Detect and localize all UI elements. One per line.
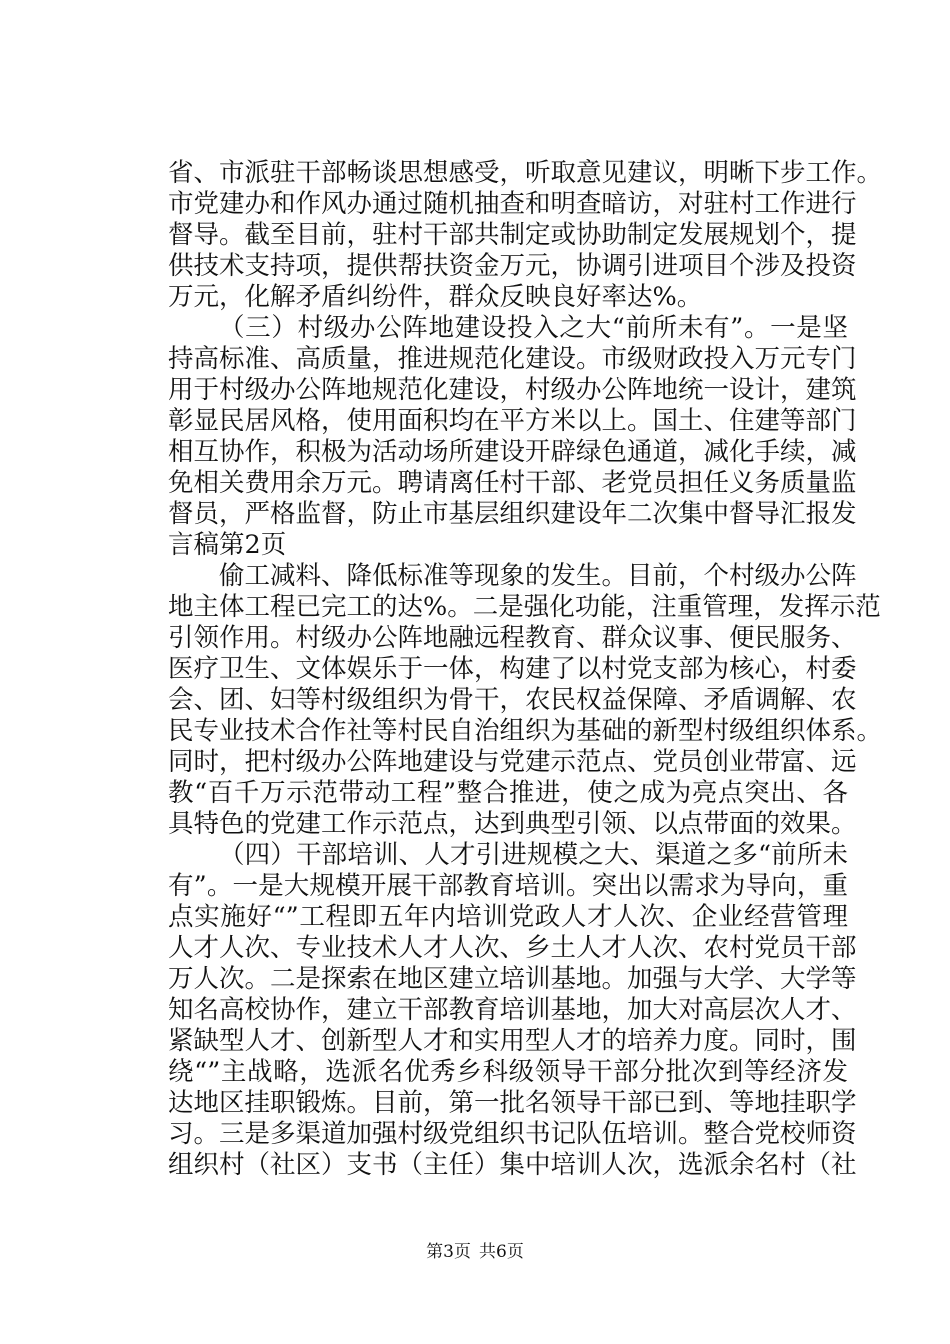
text-line: 万元，化解矛盾纠纷件，群众反映良好率达%。 xyxy=(168,282,703,312)
text-line: 人才人次、专业技术人才人次、乡土人才人次、农村党员干部 xyxy=(168,933,857,963)
page-footer xyxy=(0,1240,950,1264)
document-body xyxy=(168,158,883,1181)
text-line: 供技术支持项，提供帮扶资金万元，协调引进项目个涉及投资 xyxy=(168,251,857,281)
text-line: 免相关费用余万元。聘请离任村干部、老党员担任义务质量监 xyxy=(168,468,857,498)
text-line: 省、市派驻干部畅谈思想感受，听取意见建议，明晰下步工作。 xyxy=(168,158,883,188)
text-line: 督员，严格监督，防止市基层组织建设年二次集中督导汇报发 xyxy=(168,499,857,529)
text-line: 教“百千万示范带动工程”整合推进，使之成为亮点突出、各 xyxy=(168,778,848,808)
text-line: 持高标准、高质量，推进规范化建设。市级财政投入万元专门 xyxy=(168,344,857,374)
text-line: 有”。一是大规模开展干部教育培训。突出以需求为导向，重 xyxy=(168,871,848,901)
text-line: 紧缺型人才、创新型人才和实用型人才的培养力度。同时，围 xyxy=(168,1026,857,1056)
text-line: 达地区挂职锻炼。目前，第一批名领导干部已到、等地挂职学 xyxy=(168,1088,857,1118)
text-line: （三）村级办公阵地建设投入之大“前所未有”。一是坚 xyxy=(219,313,848,343)
page-number: 第3页 xyxy=(426,1242,471,1262)
text-line: 知名高校协作，建立干部教育培训基地，加大对高层次人才、 xyxy=(168,995,857,1025)
text-line: 民专业技术合作社等村民自治组织为基础的新型村级组织体系。 xyxy=(168,716,883,746)
text-line: 同时，把村级办公阵地建设与党建示范点、党员创业带富、远 xyxy=(168,747,857,777)
page-total: 共6页 xyxy=(479,1242,524,1262)
text-line: 相互协作，积极为活动场所建设开辟绿色通道，减化手续，减 xyxy=(168,437,857,467)
text-line: 言稿第2页 xyxy=(168,530,287,560)
text-line: 万人次。二是探索在地区建立培训基地。加强与大学、大学等 xyxy=(168,964,857,994)
text-line: 引领作用。村级办公阵地融远程教育、群众议事、便民服务、 xyxy=(168,623,857,653)
text-line: 习。三是多渠道加强村级党组织书记队伍培训。整合党校师资 xyxy=(168,1119,857,1149)
text-line: 组织村（社区）支书（主任）集中培训人次，选派余名村（社 xyxy=(168,1150,857,1180)
text-line: 彰显民居风格，使用面积均在平方米以上。国土、住建等部门 xyxy=(168,406,857,436)
text-line: 会、团、妇等村级组织为骨干，农民权益保障、矛盾调解、农 xyxy=(168,685,857,715)
text-line: 点实施好“”工程即五年内培训党政人才人次、企业经营管理 xyxy=(168,902,848,932)
text-line: （四）干部培训、人才引进规模之大、渠道之多“前所未 xyxy=(219,840,848,870)
text-line: 具特色的党建工作示范点，达到典型引领、以点带面的效果。 xyxy=(168,809,857,839)
text-line: 偷工减料、降低标准等现象的发生。目前，个村级办公阵 xyxy=(219,561,857,591)
text-line: 地主体工程已完工的达%。二是强化功能，注重管理，发挥示范 xyxy=(168,592,881,622)
text-line: 用于村级办公阵地规范化建设，村级办公阵地统一设计，建筑 xyxy=(168,375,857,405)
text-line: 市党建办和作风办通过随机抽查和明查暗访，对驻村工作进行 xyxy=(168,189,857,219)
text-line: 绕“”主战略，选派名优秀乡科级领导干部分批次到等经济发 xyxy=(168,1057,848,1087)
text-line: 医疗卫生、文体娱乐于一体，构建了以村党支部为核心，村委 xyxy=(168,654,857,684)
text-line: 督导。截至目前，驻村干部共制定或协助制定发展规划个，提 xyxy=(168,220,857,250)
